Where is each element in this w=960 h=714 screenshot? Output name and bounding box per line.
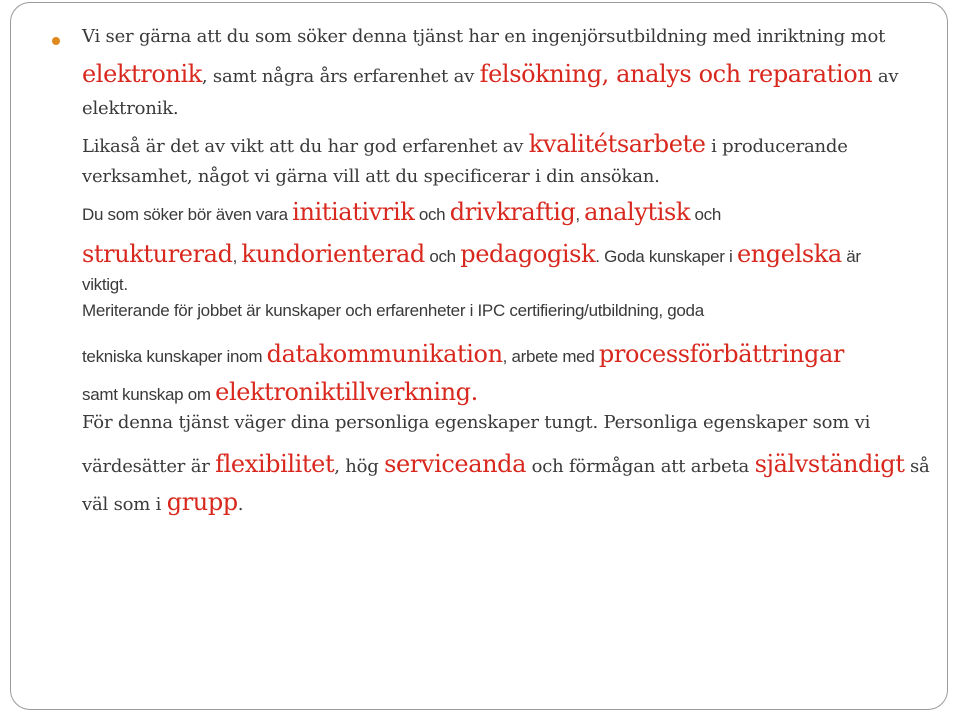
highlight-keyword: flexibilitet bbox=[215, 450, 335, 478]
text-segment: så bbox=[904, 456, 930, 477]
text-segment: För denna tjänst väger dina personliga egenskaper tungt. Personliga egenskaper som vi bbox=[82, 412, 871, 433]
text-segment: viktigt. bbox=[82, 275, 128, 294]
bullet-dot-icon bbox=[52, 37, 60, 45]
text-segment: och bbox=[424, 247, 461, 266]
highlight-keyword: elektroniktillverkning. bbox=[215, 378, 478, 406]
text-segment: väl som i bbox=[82, 494, 167, 515]
highlight-keyword: engelska bbox=[736, 240, 842, 268]
highlight-keyword: processförbättringar bbox=[598, 340, 845, 368]
text-segment: elektronik. bbox=[82, 98, 179, 119]
text-line bbox=[82, 130, 848, 159]
text-segment: , bbox=[575, 205, 585, 224]
highlight-keyword: felsökning, analys och reparation bbox=[479, 60, 873, 88]
text-segment: och förmågan att arbeta bbox=[526, 456, 755, 477]
text-line bbox=[82, 300, 704, 322]
text-line bbox=[82, 98, 178, 120]
highlight-keyword: initiativrik bbox=[292, 198, 415, 226]
text-segment: samt kunskap om bbox=[82, 385, 216, 404]
text-line bbox=[82, 412, 870, 434]
text-segment: , arbete med bbox=[502, 347, 599, 366]
highlight-keyword: analytisk bbox=[584, 198, 691, 226]
text-segment: Vi ser gärna att du som söker denna tjänst har en ingenjörsutbildning med inriktning mot bbox=[82, 26, 886, 47]
highlight-keyword: drivkraftig bbox=[449, 198, 576, 226]
highlight-keyword: grupp bbox=[166, 488, 238, 516]
text-segment: av bbox=[872, 66, 899, 87]
text-line bbox=[82, 26, 885, 48]
text-segment: värdesätter är bbox=[82, 456, 216, 477]
text-segment: Meriterande för jobbet är kunskaper och erfarenheter i IPC certifiering/utbildning, goda bbox=[82, 301, 704, 320]
text-line bbox=[82, 60, 898, 89]
text-segment: och bbox=[414, 205, 450, 224]
highlight-keyword: strukturerad bbox=[82, 240, 233, 268]
text-line bbox=[82, 198, 721, 227]
text-segment: är bbox=[841, 247, 861, 266]
highlight-keyword: kvalitétsarbete bbox=[528, 130, 706, 158]
highlight-keyword: pedagogisk bbox=[460, 240, 596, 268]
text-segment: verksamhet, något vi gärna vill att du specificerar i din ansökan. bbox=[82, 166, 660, 187]
text-segment: tekniska kunskaper inom bbox=[82, 347, 267, 366]
text-segment: . bbox=[237, 494, 244, 515]
text-line bbox=[82, 166, 660, 188]
text-line bbox=[82, 274, 128, 296]
text-segment: , hög bbox=[334, 456, 385, 477]
text-segment: i producerande bbox=[705, 136, 848, 157]
text-segment: , bbox=[232, 247, 242, 266]
highlight-keyword: självständigt bbox=[754, 450, 905, 478]
text-segment: , samt några års erfarenhet av bbox=[201, 66, 480, 87]
highlight-keyword: serviceanda bbox=[384, 450, 527, 478]
text-line bbox=[82, 450, 930, 479]
highlight-keyword: elektronik bbox=[82, 60, 202, 88]
text-line bbox=[82, 488, 243, 517]
highlight-keyword: datakommunikation bbox=[266, 340, 503, 368]
text-line bbox=[82, 378, 478, 407]
text-segment: . Goda kunskaper i bbox=[595, 247, 737, 266]
text-segment: Du som söker bör även vara bbox=[82, 205, 293, 224]
text-segment: och bbox=[690, 205, 721, 224]
text-segment: Likaså är det av vikt att du har god erfarenhet av bbox=[82, 136, 529, 157]
text-line bbox=[82, 340, 844, 369]
highlight-keyword: kundorienterad bbox=[241, 240, 425, 268]
text-line bbox=[82, 240, 861, 269]
